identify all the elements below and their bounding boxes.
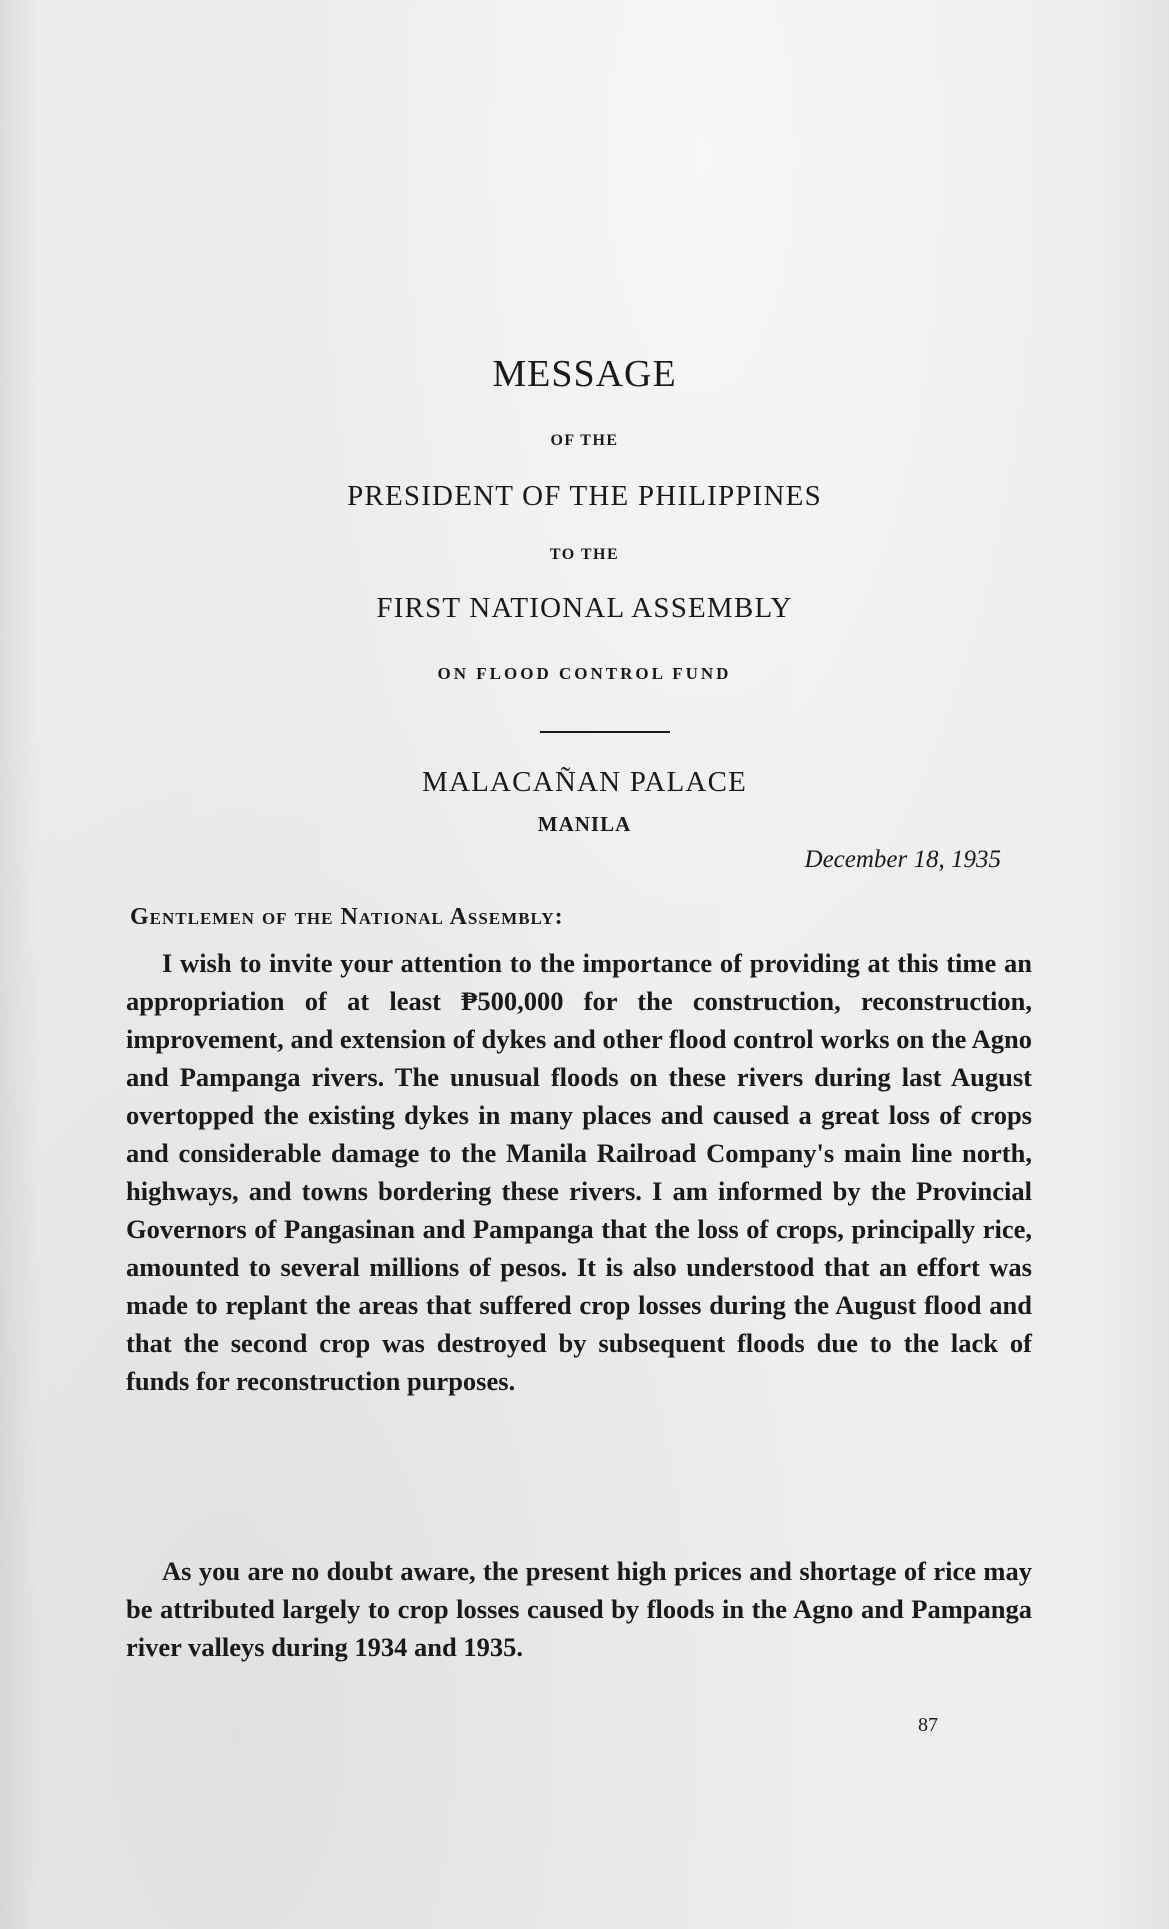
- salutation: Gentlemen of the National Assembly:: [130, 904, 564, 930]
- of-the-line: OF THE: [550, 432, 619, 449]
- city-line: MANILA: [537, 812, 632, 836]
- message-title: MESSAGE: [492, 353, 677, 395]
- subject-line: ON FLOOD CONTROL FUND: [437, 664, 732, 683]
- date-line: December 18, 1935: [804, 846, 1001, 873]
- president-line: PRESIDENT OF THE PHILIPPINES: [347, 480, 822, 512]
- divider-rule: [540, 731, 670, 733]
- location-line: MALACAÑAN PALACE: [421, 766, 748, 798]
- to-the-line: TO THE: [549, 546, 620, 563]
- paragraph-2: As you are no doubt aware, the present high prices and shortage of rice may be attributed largely to crop losses caused by floods in the Agno and Pampanga river valleys during 1934 and 1935.: [126, 1556, 1032, 1662]
- paragraph-1: I wish to invite your attention to the importance of providing at this time an appropriation of at least ₱500,000 for the construction, reconstruction, improvement, and extension of dykes and other flood control works on the Agno and Pampanga rivers. The unusual floods on these rivers during last August overtopped the existing dykes in many places and caused a great loss of crops and considerable damage to the Manila Railroad Company's main line north, highways, and towns bordering these rivers. I am informed by the Provincial Governors of Pangasinan and Pampanga that the loss of crops, principally rice, amounted to several millions of pesos. It is also understood that an effort was made to replant the areas that suffered crop losses during the August flood and that the second crop was destroyed by subsequent floods due to the lack of funds for reconstruction purposes.: [126, 948, 1032, 1396]
- page-number: 87: [918, 1714, 938, 1736]
- assembly-line: FIRST NATIONAL ASSEMBLY: [376, 592, 793, 624]
